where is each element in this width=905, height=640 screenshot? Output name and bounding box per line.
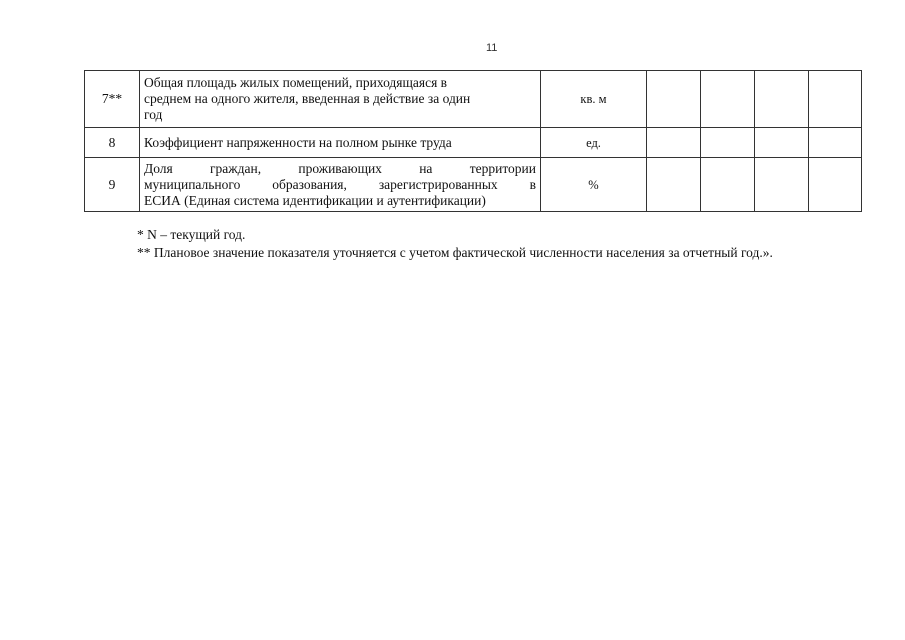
page-number: 11 (486, 42, 498, 54)
description-line: ЕСИА (Единая система идентификации и аутентификации) (144, 192, 486, 208)
table-row (85, 128, 862, 158)
table-row (85, 158, 862, 212)
table-row (85, 71, 862, 128)
row-number: 8 (85, 128, 140, 158)
value-cell (809, 158, 862, 212)
footnote: ** Плановое значение показателя уточняется с учетом фактической численности населения за отчетный год.». (137, 245, 773, 260)
indicators-table (84, 70, 862, 212)
value-cell (755, 71, 809, 128)
value-cell (809, 71, 862, 128)
row-number: 9 (85, 158, 140, 212)
footnote: * N – текущий год. (137, 227, 246, 242)
description-line: Доля граждан, проживающих на территории (144, 160, 536, 176)
value-cell (647, 158, 701, 212)
value-cell (701, 128, 755, 158)
row-description: Коэффициент напряженности на полном рынке труда (140, 128, 541, 158)
row-description: Общая площадь жилых помещений, приходящаяся в среднем на одного жителя, введенная в действие за один год (140, 71, 541, 128)
value-cell (809, 128, 862, 158)
row-unit: % (541, 158, 647, 212)
description-line: муниципального образования, зарегистрированных в (144, 176, 536, 192)
row-number: 7** (85, 71, 140, 128)
value-cell (755, 158, 809, 212)
row-unit: ед. (541, 128, 647, 158)
row-description (140, 158, 541, 212)
row-unit: кв. м (541, 71, 647, 128)
value-cell (647, 128, 701, 158)
value-cell (755, 128, 809, 158)
value-cell (647, 71, 701, 128)
value-cell (701, 71, 755, 128)
value-cell (701, 158, 755, 212)
